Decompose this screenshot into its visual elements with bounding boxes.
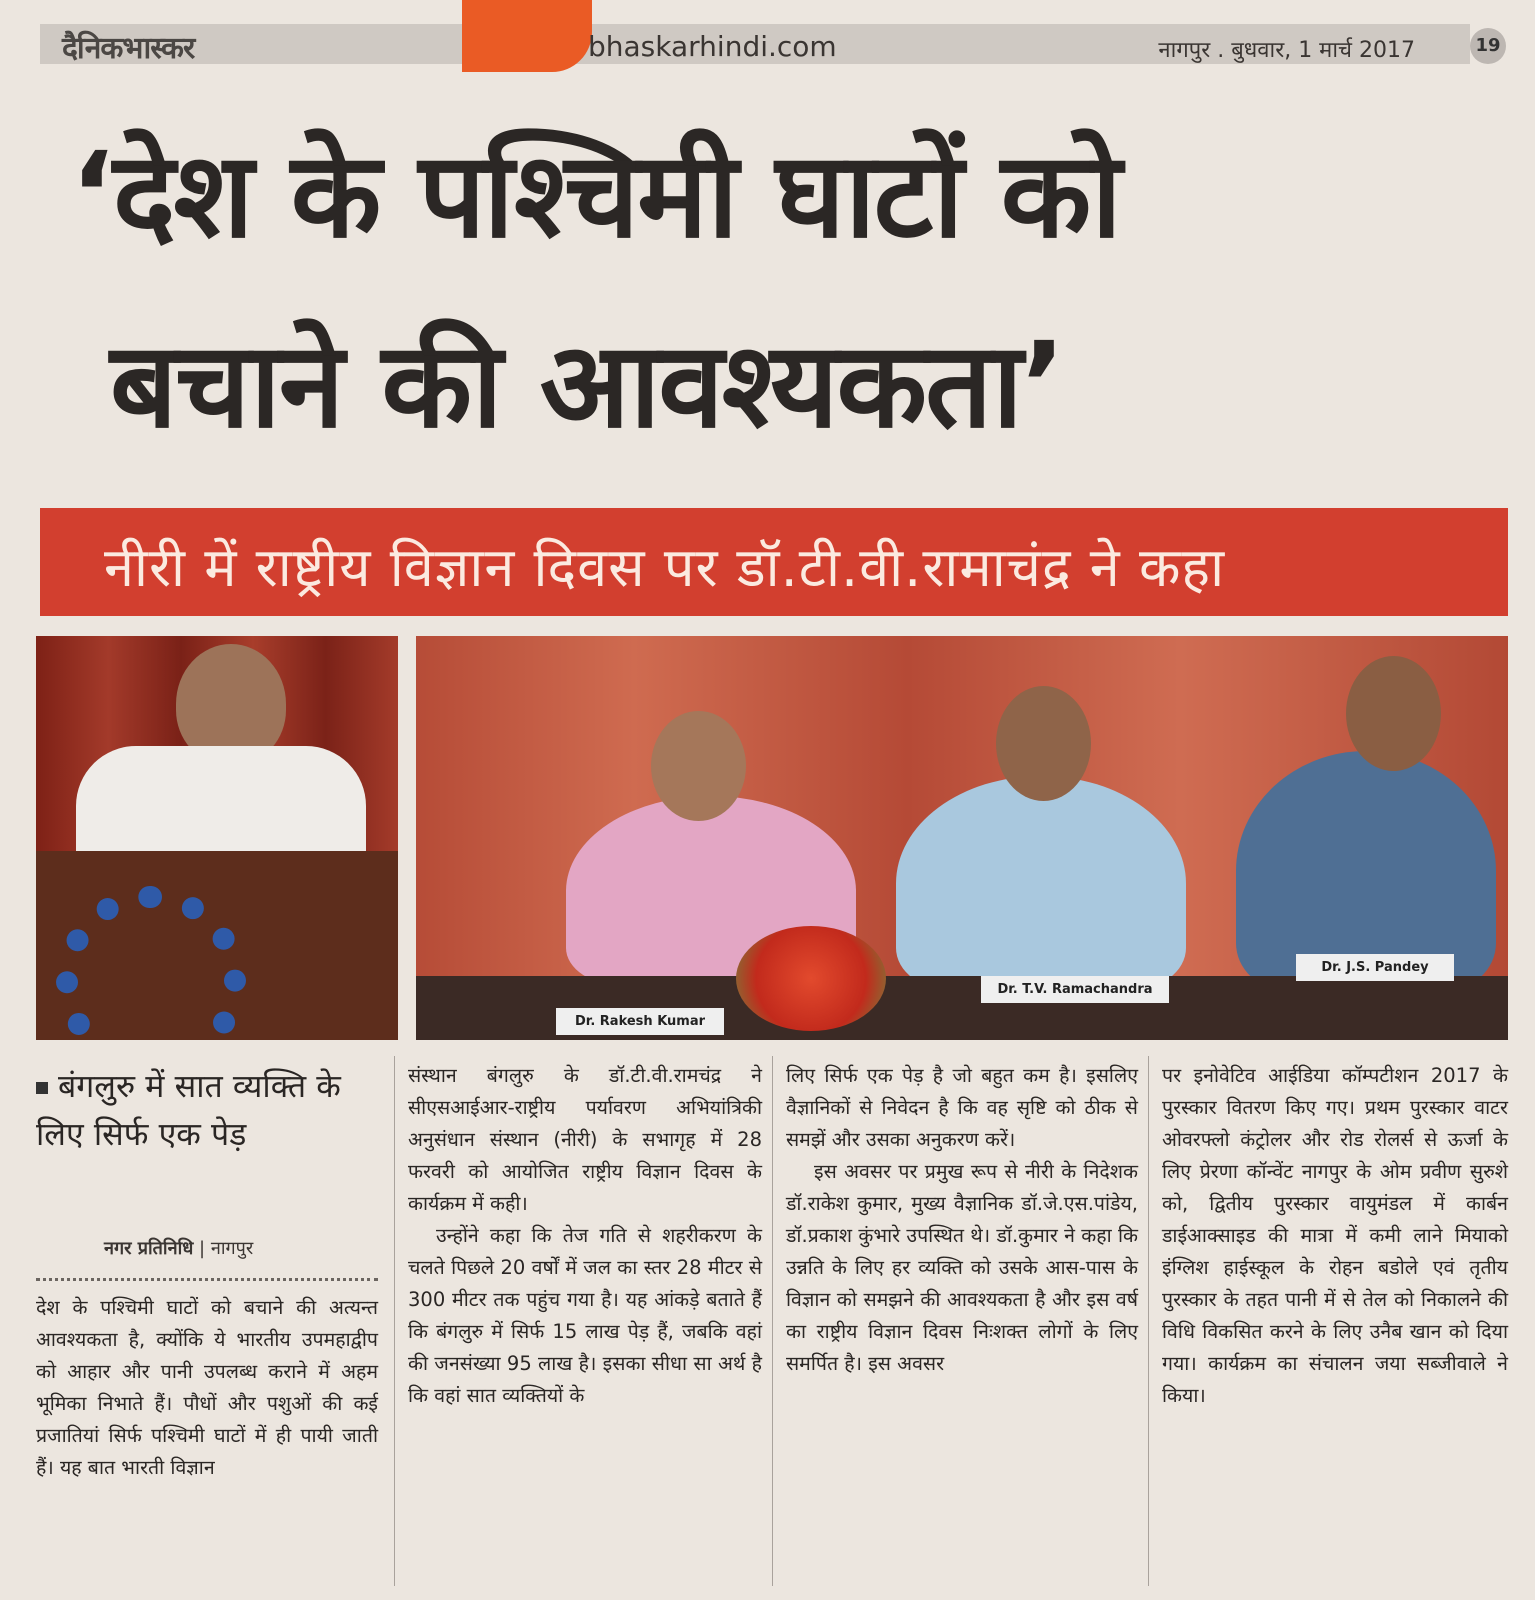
nameplate-1: Dr. Rakesh Kumar [556, 1008, 724, 1035]
speaker-photo [36, 636, 398, 1040]
website-url: bhaskarhindi.com [588, 30, 837, 63]
subheading-text: बंगलुरु में सात व्यक्ति के लिए सिर्फ एक पेड़ [36, 1067, 341, 1153]
column-rule [772, 1056, 773, 1586]
person-2-head [996, 686, 1091, 801]
flower-bouquet [736, 926, 886, 1031]
deck-text: नीरी में राष्ट्रीय विज्ञान दिवस पर डॉ.टी.वी.रामाचंद्र ने कहा [104, 536, 1226, 599]
deck-banner [40, 508, 1508, 616]
paragraph: देश के पश्चिमी घाटों को बचाने की अत्यन्त आवश्यकता है, क्योंकि ये भारतीय उपमहाद्वीप को आहार और पानी उपलब्ध कराने में अहम भूमिका निभाते हैं। पौधों और पशुओं की कई प्रजातियां सिर्फ पश्चिमी घाटों में ही पायी जाती हैं। यह बात भारती विज्ञान [36, 1296, 378, 1479]
article-column-3 [786, 1060, 1138, 1380]
bullet-icon [36, 1082, 48, 1094]
headline [70, 100, 1510, 480]
article-column-1 [36, 1292, 378, 1484]
page-number: 19 [1470, 28, 1506, 64]
person-3-head [1346, 656, 1441, 771]
person-1-head [651, 711, 746, 821]
dateline: नागपुर . बुधवार, 1 मार्च 2017 [1158, 38, 1415, 63]
subheading [36, 1062, 396, 1158]
panel-photo [416, 636, 1508, 1040]
byline-reporter: नगर प्रतिनिधि [104, 1238, 194, 1259]
paragraph: संस्थान बंगलुरु के डॉ.टी.वी.रामचंद्र ने सीएसआईआर-राष्ट्रीय पर्यावरण अभियांत्रिकी अनुसंधान संस्थान (नीरी) के सभागृह में 28 फरवरी को आयोजित राष्ट्रीय विज्ञान दिवस के कार्यक्रम में कही। [408, 1064, 762, 1215]
article-column-2 [408, 1060, 762, 1412]
article-column-4 [1162, 1060, 1508, 1412]
paragraph: उन्होंने कहा कि तेज गति से शहरीकरण के चलते पिछले 20 वर्षों में जल का स्तर 28 मीटर से 300 मीटर तक पहुंच गया है। यह आंकड़े बताते हैं कि बंगलुरु में सिर्फ 15 लाख पेड़ हैं, जबकि वहां की जनसंख्या 95 लाख है। इसका सीधा सा अर्थ है कि वहां सात व्यक्तियों के [408, 1224, 762, 1407]
masthead [0, 0, 1535, 80]
headline-line-1: ‘देश के पश्चिमी घाटों को [70, 126, 1120, 264]
nameplate-2: Dr. T.V. Ramachandra [981, 976, 1169, 1003]
newspaper-logo: दैनिकभास्कर [62, 31, 195, 66]
nameplate-3: Dr. J.S. Pandey [1296, 954, 1454, 981]
person-2 [896, 776, 1186, 991]
byline-city: नागपुर [210, 1238, 254, 1259]
dotted-divider [36, 1278, 378, 1281]
paragraph: इस अवसर पर प्रमुख रूप से नीरी के निदेशक डॉ.राकेश कुमार, मुख्य वैज्ञानिक डॉ.जे.एस.पांडेय, डॉ.प्रकाश कुंभारे उपस्थित थे। डॉ.कुमार ने कहा कि उन्नति के लिए हर व्यक्ति को उसके आस-पास के विज्ञान को समझने की आवश्यकता है और इस वर्ष का राष्ट्रीय विज्ञान दिवस निःशक्त लोगों के लिए समर्पित है। इस अवसर [786, 1160, 1138, 1375]
column-rule [394, 1056, 395, 1586]
column-rule [1148, 1056, 1149, 1586]
paragraph: लिए सिर्फ एक पेड़ है जो बहुत कम है। इसलिए वैज्ञानिकों से निवेदन है कि वह सृष्टि को ठीक से समझें और उसका अनुकरण करें। [786, 1064, 1138, 1151]
byline: नगर प्रतिनिधि | नागपुर [104, 1238, 254, 1259]
headline-line-2: बचाने की आवश्यकता’ [110, 316, 1064, 454]
brand-swoosh [462, 0, 592, 72]
paragraph: पर इनोवेटिव आईडिया कॉम्पटीशन 2017 के पुरस्कार वितरण किए गए। प्रथम पुरस्कार वाटर ओवरफ्लो कंट्रोलर और रोड रोलर्स से ऊर्जा के लिए प्रेरणा कॉन्वेंट नागपुर के ओम प्रवीण सुरुशे को, द्वितीय पुरस्कार वायुमंडल में कार्बन डाईआक्साइड की मात्रा में कमी लाने मियाको इंग्लिश हाईस्कूल के रोहन बडोले एवं तृतीय पुरस्कार के तहत पानी में से तेल को निकालने की विधि विकसित करने के लिए उनैब खान को दिया गया। कार्यक्रम का संचालन जया सब्जीवाले ने किया। [1162, 1064, 1508, 1407]
